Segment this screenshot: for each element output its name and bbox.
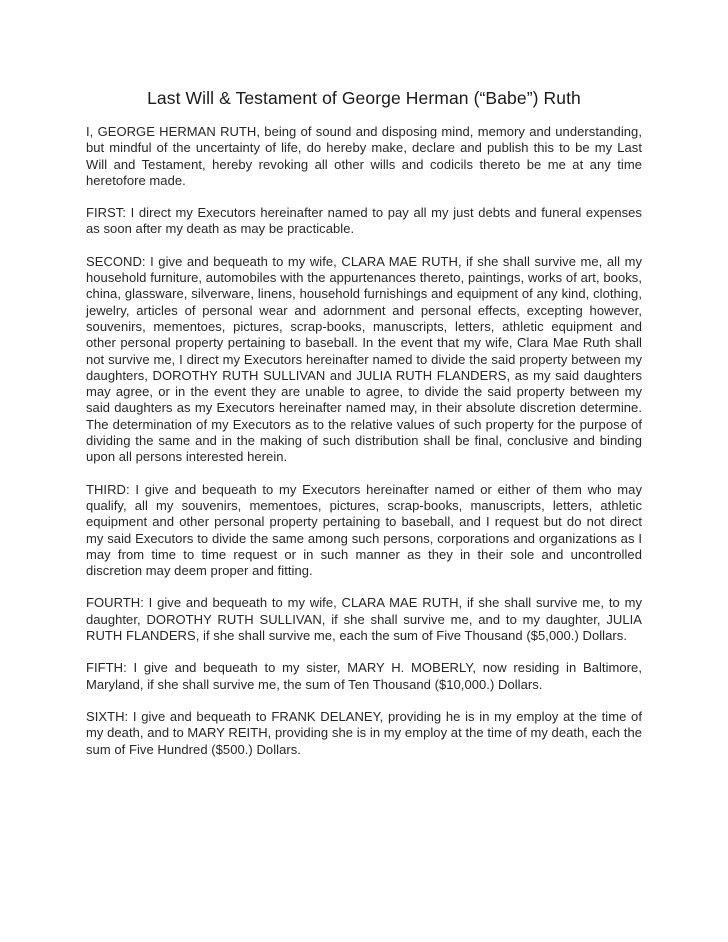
paragraph-second: SECOND: I give and bequeath to my wife, CLARA MAE RUTH, if she shall survive me, all my household furniture, automobiles with the appurtenances thereto, paintings, works of art, books, china, glassware, silverware, linens, household furnishings and equipment of any kind, clothing, jewelry, articles of personal wear and adornment and personal effects, excepting however, souvenirs, mementoes, pictures, scrap-books, manuscripts, letters, athletic equipment and other personal property pertaining to baseball. In the event that my wife, Clara Mae Ruth shall not survive me, I direct my Executors hereinafter named to divide the said property between my daughters, DOROTHY RUTH SULLIVAN and JULIA RUTH FLANDERS, as my said daughters may agree, or in the event they are unable to agree, to divide the said property between my said daughters as my Executors hereinafter named may, in their absolute discretion determine. The determination of my Executors as to the relative values of such property for the purpose of dividing the same and in the making of such distribution shall be final, conclusive and binding upon all persons interested herein.: [86, 253, 642, 465]
paragraph-fourth: FOURTH: I give and bequeath to my wife, CLARA MAE RUTH, if she shall survive me, to my daughter, DOROTHY RUTH SULLIVAN, if she shall survive me, and to my daughter, JULIA RUTH FLANDERS, if she shall survive me, each the sum of Five Thousand ($5,000.) Dollars.: [86, 595, 642, 644]
document-title: Last Will & Testament of George Herman (“Babe”) Ruth: [147, 88, 581, 108]
document-body: [86, 124, 642, 774]
paragraph-third: THIRD: I give and bequeath to my Executors hereinafter named or either of them who may qualify, all my souvenirs, mementoes, pictures, scrap-books, manuscripts, letters, athletic equipment and other personal property pertaining to baseball, and I request but do not direct my said Executors to divide the same among such persons, corporations and organizations as I may from time to time request or in such manner as they in their sole and uncontrolled discretion may deem proper and fitting.: [86, 481, 642, 579]
paragraph-first: FIRST: I direct my Executors hereinafter named to pay all my just debts and funeral expenses as soon after my death as may be practicable.: [86, 205, 642, 237]
paragraph-fifth: FIFTH: I give and bequeath to my sister, MARY H. MOBERLY, now residing in Baltimore, Maryland, if she shall survive me, the sum of Ten Thousand ($10,000.) Dollars.: [86, 660, 642, 692]
paragraph-sixth: SIXTH: I give and bequeath to FRANK DELANEY, providing he is in my employ at the time of my death, and to MARY REITH, providing she is in my employ at the time of my death, each the sum of Five Hundred ($500.) Dollars.: [86, 708, 642, 757]
paragraph-preamble: I, GEORGE HERMAN RUTH, being of sound and disposing mind, memory and understanding, but mindful of the uncertainty of life, do hereby make, declare and publish this to be my Last Will and Testament, hereby revoking all other wills and codicils thereto be me at any time heretofore made.: [86, 124, 642, 188]
